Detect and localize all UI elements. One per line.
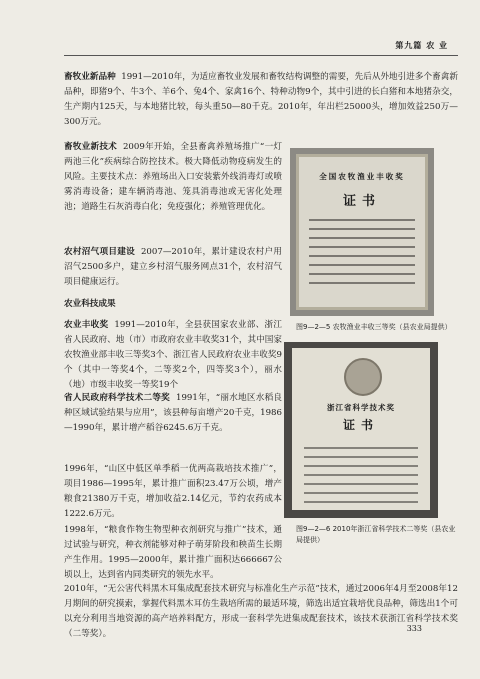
para-lead: 畜牧业新品种 xyxy=(64,72,116,82)
certificate-word: 证书 xyxy=(342,418,379,432)
national-emblem-icon xyxy=(344,358,382,396)
paragraph-3 xyxy=(64,245,282,290)
certificate-card xyxy=(292,348,430,510)
para-text: 2009年开始，全县畜禽养殖场推广“一灯两池三化”疾病综合防控技术。极大降低动物疫病发生的风险。主要技术点：养殖场出入口安装紫外线消毒灯或喷雾消毒设备；建车辆消毒池、笼具消毒池或无害化处理池；道路生石灰消毒白化；免疫强化；养殖管理优化。 xyxy=(64,142,282,212)
paragraph-7: 1998年，“粮食作物生物型种衣剂研究与推广”技术，通过试验与研究，种衣剂能够对种子萌芽阶段和秧苗生长期产生作用。1995—2000年，累计推广面积达666667公顷以上，达到省内同类研究的领先水平。 xyxy=(64,525,282,580)
figure-caption-2: 图9—2—6 2010年浙江省科学技术二等奖（县农业局提供） xyxy=(296,525,456,544)
certificate-title: 浙江省科学技术奖 xyxy=(327,403,395,412)
paragraph-5 xyxy=(64,391,282,436)
para-lead: 省人民政府科学技术二等奖 xyxy=(64,393,171,403)
certificate-photo-2 xyxy=(284,342,438,518)
figure-caption-1: 图9—2—5 农牧渔业丰收三等奖（县农业局提供） xyxy=(296,323,452,331)
certificate-card xyxy=(296,154,428,310)
certificate-word: 证书 xyxy=(342,194,381,209)
para-lead: 农村沼气项目建设 xyxy=(64,247,135,257)
certificate-photo-1 xyxy=(290,148,434,316)
page-number: 333 xyxy=(406,624,422,633)
para-text: 1991年，“丽水地区水稻良种区域试验结果与应用”，该县种每亩增产20千克，1986—1990年，累计增产稻谷6245.6万千克。 xyxy=(64,393,283,433)
para-text: 2007—2010年，累计建设农村户用沼气2500多户，建立乡村沼气服务网点31个，农村沼气项目健康运行。 xyxy=(64,247,282,287)
para-text: 1991—2010年，全县获国家农业部、浙江省人民政府、地（市）市政府农业丰收奖31个，其中国家农牧渔业部丰收三等奖3个、浙江省人民政府农业丰收奖9个（其中一等奖4个，二等奖2个，四等奖3个），丽水（地）市级丰收奖一等奖19个 xyxy=(64,320,282,390)
paragraph-8: 2010年，“无公害代料黑木耳集成配套技术研究与标准化生产示范”技术，通过2006年4月至2008年12月期间的研究摸索，掌握代料黑木耳仿生栽培所需的最适环境，筛选出适宜栽培优良品种，筛选出1个可以充分利用当地资源的高产培养料配方，形成一套科学先进集成配套技术，该技术获浙江省科学技术奖（二等奖）。 xyxy=(64,584,458,639)
paragraph-1 xyxy=(64,70,458,130)
certificate-text-lines xyxy=(304,440,418,510)
certificate-text-lines xyxy=(309,219,415,284)
para-text: 1991—2010年，为适应畜牧业发展和畜牧结构调整的需要，先后从外地引进多个畜禽新品种，即猪9个、牛3个、羊6个、兔4个、家禽16个、特种动物9个，其中引进的长白猪和本地猪杂交，生产期内125天，与本地猪比较，每头重50—80千克。2010年，年出栏25000头，增加效益250万—300万元。 xyxy=(64,72,458,127)
paragraph-4 xyxy=(64,318,282,393)
paragraph-6: 1996年，“山区中低区单季稻一优两高栽培技术推广”，项目1986—1995年，累计推广面积23.47万公顷，增产粮食21380万千克，增加收益2.14亿元，节约农药成本1222.6万元。 xyxy=(64,464,282,519)
paragraph-2 xyxy=(64,140,282,215)
section-heading: 农业科技成果 xyxy=(64,299,116,309)
running-header: 第九篇 农 业 xyxy=(395,41,448,50)
para-lead: 农业丰收奖 xyxy=(64,320,109,330)
para-lead: 畜牧业新技术 xyxy=(64,142,118,152)
certificate-title: 全国农牧渔业丰收奖 xyxy=(319,172,405,181)
header-rule xyxy=(64,55,458,56)
